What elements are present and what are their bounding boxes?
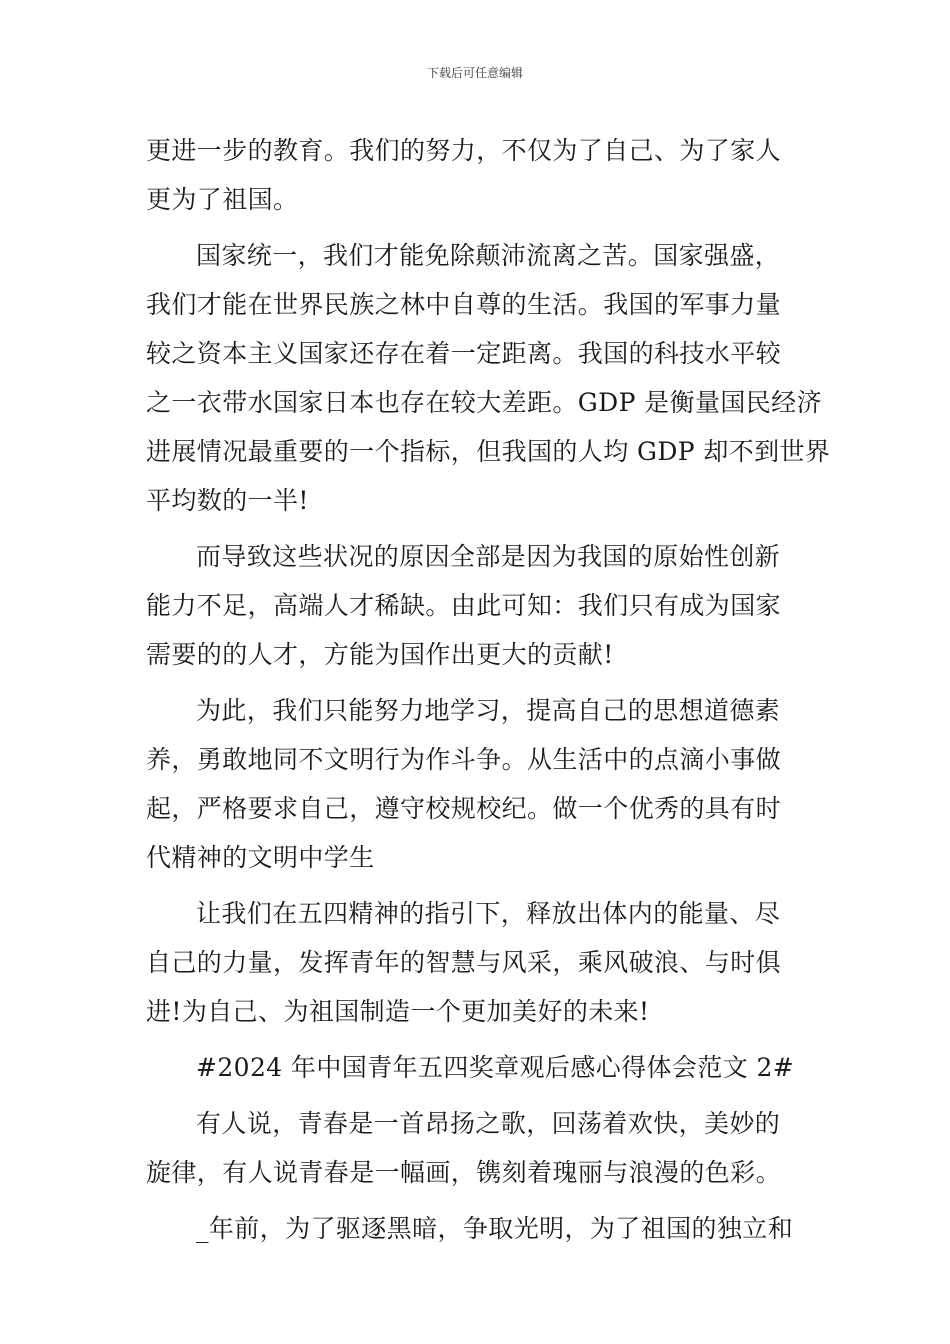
text-line: 进展情况最重要的一个指标，但我国的人均 GDP 却不到世界	[146, 437, 831, 466]
text-line: 国家统一，我们才能免除颠沛流离之苦。国家强盛，	[196, 241, 781, 270]
paragraph-4	[146, 686, 808, 882]
text-line: 养，勇敢地同不文明行为作斗争。从生活中的点滴小事做	[146, 745, 782, 774]
paragraph-7	[146, 1204, 808, 1253]
text-line: 进!为自己、为祖国制造一个更加美好的未来!	[146, 997, 650, 1026]
page-header: 下载后可任意编辑	[426, 66, 523, 80]
heading-line: #2024 年中国青年五四奖章观后感心得体会范文 2#	[196, 1053, 795, 1082]
text-line: 代精神的文明中学生	[146, 843, 375, 872]
text-line: _年前，为了驱逐黑暗，争取光明，为了祖国的独立和	[196, 1214, 794, 1243]
text-line: 之一衣带水国家日本也存在较大差距。GDP 是衡量国民经济	[146, 388, 822, 417]
text-line: 让我们在五四精神的指引下，释放出体内的能量、尽	[196, 899, 781, 928]
text-line: 更为了祖国。	[146, 185, 299, 214]
paragraph-6	[146, 1099, 808, 1197]
text-line: 有人说，青春是一首昂扬之歌，回荡着欢快，美妙的	[196, 1109, 781, 1138]
text-line: 我们才能在世界民族之林中自尊的生活。我国的军事力量	[146, 290, 782, 319]
text-line: 能力不足，高端人才稀缺。由此可知：我们只有成为国家	[146, 591, 782, 620]
section-heading	[146, 1043, 808, 1092]
text-line: 较之资本主义国家还存在着一定距离。我国的科技水平较	[146, 339, 782, 368]
paragraph-2	[146, 231, 831, 525]
text-line: 更进一步的教育。我们的努力，不仅为了自己、为了家人	[146, 136, 782, 165]
text-line: 起，严格要求自己，遵守校规校纪。做一个优秀的具有时	[146, 794, 782, 823]
text-line: 旋律，有人说青春是一幅画，镌刻着瑰丽与浪漫的色彩。	[146, 1158, 782, 1187]
text-line: 为此，我们只能努力地学习，提高自己的思想道德素	[196, 696, 781, 725]
text-line: 需要的的人才，方能为国作出更大的贡献!	[146, 640, 614, 669]
text-line: 平均数的一半!	[146, 486, 309, 515]
text-line: 而导致这些状况的原因全部是因为我国的原始性创新	[196, 542, 781, 571]
paragraph-3	[146, 532, 808, 679]
document-body	[146, 126, 831, 1253]
text-line: 自己的力量，发挥青年的智慧与风采，乘风破浪、与时俱	[146, 948, 782, 977]
paragraph-1	[146, 126, 808, 224]
paragraph-5	[146, 889, 808, 1036]
